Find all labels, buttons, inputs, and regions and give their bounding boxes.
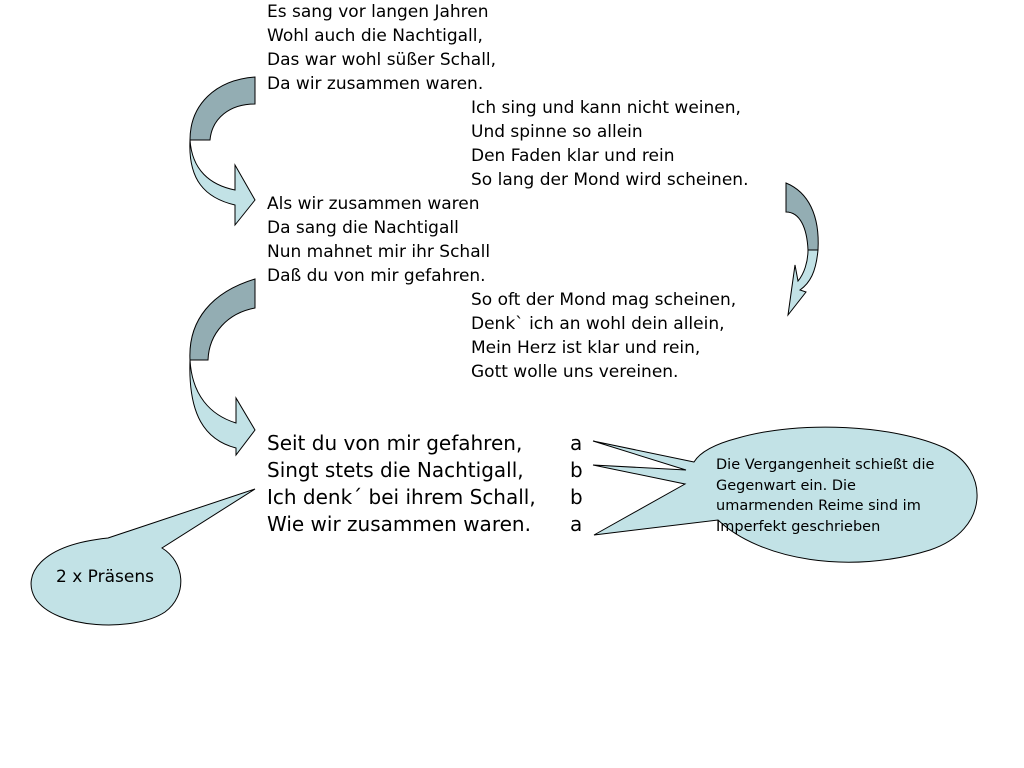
curved-arrow-3-top: [190, 279, 255, 360]
stanza3-line3: Nun mahnet mir ihr Schall: [267, 242, 491, 262]
stanza1-line3: Das war wohl süßer Schall,: [267, 50, 497, 70]
imperfekt-callout-text: Die Vergangenheit schießt die Gegenwart ein. Die umarmenden Reime sind im Imperfekt geschrieben: [716, 457, 935, 535]
stanza5-line1: Seit du von mir gefahren,: [267, 431, 523, 455]
curved-arrow-1-bottom: [190, 140, 255, 225]
praesens-callout-shape: [31, 489, 255, 625]
stanza4-line1: So oft der Mond mag scheinen,: [471, 290, 737, 310]
rhyme-letter-4: a: [570, 512, 583, 536]
stanza4-line3: Mein Herz ist klar und rein,: [471, 338, 701, 358]
stanza5-line4: Wie wir zusammen waren.: [267, 512, 531, 536]
stanza2-line2: Und spinne so allein: [471, 122, 643, 142]
stanza3-line2: Da sang die Nachtigall: [267, 218, 459, 238]
stanza4-line2: Denk` ich an wohl dein allein,: [471, 314, 725, 334]
stanza2-line1: Ich sing und kann nicht weinen,: [471, 98, 741, 118]
stanza1-line4: Da wir zusammen waren.: [267, 74, 484, 94]
stanza5-line3: Ich denk´ bei ihrem Schall,: [267, 485, 536, 509]
praesens-callout: [31, 489, 255, 625]
curved-arrow-1: [190, 77, 255, 225]
stanza3-line4: Daß du von mir gefahren.: [267, 266, 486, 286]
stanza2-line4: So lang der Mond wird scheinen.: [471, 170, 749, 190]
stanza4-line4: Gott wolle uns vereinen.: [471, 362, 679, 382]
rhyme-letter-3: b: [570, 485, 583, 509]
stanza1-line1: Es sang vor langen Jahren: [267, 2, 489, 22]
curved-arrow-2-bottom: [788, 250, 818, 315]
stanza5-line2: Singt stets die Nachtigall,: [267, 458, 524, 482]
curved-arrow-3: [190, 279, 255, 455]
curved-arrow-2-top: [786, 183, 818, 250]
curved-arrow-1-top: [190, 77, 255, 140]
stanza2-line3: Den Faden klar und rein: [471, 146, 675, 166]
stanza1-line2: Wohl auch die Nachtigall,: [267, 26, 483, 46]
praesens-callout-text: 2 x Präsens: [56, 567, 154, 587]
rhyme-letter-1: a: [570, 431, 583, 455]
curved-arrow-3-bottom: [190, 360, 255, 455]
stanza3-line1: Als wir zusammen waren: [267, 194, 480, 214]
curved-arrow-2: [786, 183, 818, 315]
rhyme-letter-2: b: [570, 458, 583, 482]
